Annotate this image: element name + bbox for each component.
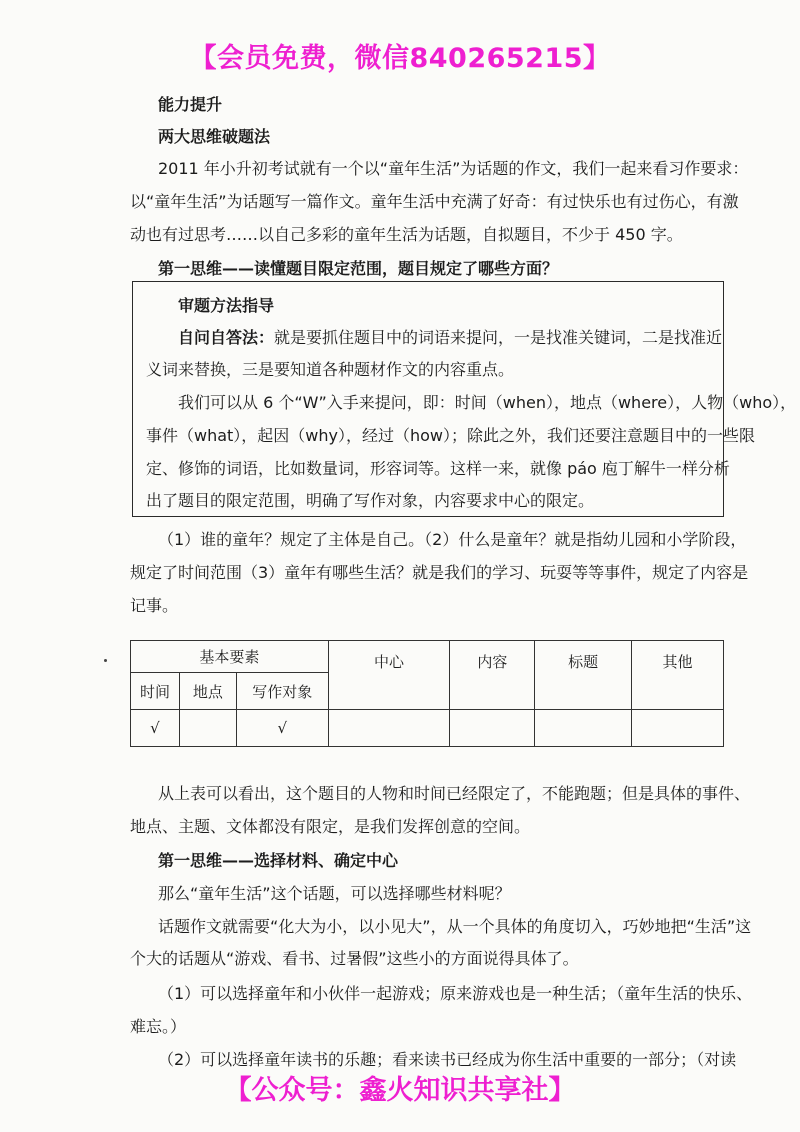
materials-line-5: 难忘。） — [130, 1017, 187, 1036]
second-thinking-title: 第一思维——选择材料、确定中心 — [158, 851, 399, 870]
guide-line-6: 出了题目的限定范围，明确了写作对象，内容要求中心的限定。 — [146, 491, 595, 510]
intro-line-3: 动也有过思考……以自己多彩的童年生活为话题，自拟题目，不少于 450 字。 — [130, 225, 683, 244]
first-thinking-title: 第一思维——读懂题目限定范围，题目规定了哪些方面？ — [158, 259, 559, 278]
table-cell — [179, 710, 236, 747]
section-title: 能力提升 — [158, 95, 223, 114]
table-col-title: 标题 — [535, 641, 632, 710]
table-col-other: 其他 — [632, 641, 724, 710]
guide-title: 审题方法指导 — [178, 296, 275, 315]
analysis-line-3: 记事。 — [130, 596, 179, 615]
analysis-line-2: 规定了时间范围（3）童年有哪些生活？就是我们的学习、玩耍等等事件，规定了内容是 — [130, 563, 749, 582]
method-title: 两大思维破题法 — [158, 127, 271, 146]
watermark-banner-bottom: 【公众号：鑫火知识共享社】 — [224, 1075, 576, 1106]
guide-line-1: 自问自答法：就是要抓住题目中的词语来提问，一是找准关键词，二是找准近 — [178, 328, 723, 347]
table-sub-time: 时间 — [131, 673, 180, 710]
watermark-banner-top: 【会员免费，微信840265215】 — [189, 43, 611, 74]
scan-speck — [104, 659, 107, 662]
guide-line-5: 定、修饰的词语，比如数量词，形容词等。这样一来，就像 páo 庖丁解牛一样分析 — [146, 459, 730, 478]
guide-line-3: 我们可以从 6 个“W”入手来提问，即：时间（when），地点（where），人物（who）， — [178, 393, 797, 412]
table-cell: √ — [131, 710, 180, 747]
conclusion-line-1: 从上表可以看出，这个题目的人物和时间已经限定了，不能跑题；但是具体的事件、 — [158, 784, 751, 803]
table-group-header: 基本要素 — [131, 641, 329, 673]
table-cell: √ — [236, 710, 328, 747]
conclusion-line-2: 地点、主题、文体都没有限定，是我们发挥创意的空间。 — [130, 817, 531, 836]
table-cell — [450, 710, 535, 747]
materials-line-6: （2）可以选择童年读书的乐趣；看来读书已经成为你生活中重要的一部分；（对读 — [158, 1050, 737, 1069]
table-sub-place: 地点 — [179, 673, 236, 710]
guide-term: 自问自答法： — [178, 328, 275, 347]
intro-line-1: 2011 年小升初考试就有一个以“童年生活”为话题的作文，我们一起来看习作要求： — [158, 159, 749, 178]
table-cell — [632, 710, 724, 747]
table-cell — [535, 710, 632, 747]
materials-line-3: 个大的话题从“游戏、看书、过暑假”这些小的方面说得具体了。 — [130, 949, 579, 968]
elements-table — [130, 640, 724, 747]
intro-line-2: 以“童年生活”为话题写一篇作文。童年生活中充满了好奇：有过快乐也有过伤心，有激 — [130, 192, 739, 211]
guide-line-4: 事件（what），起因（why），经过（how）；除此之外，我们还要注意题目中的一些限 — [146, 426, 756, 445]
materials-line-4: （1）可以选择童年和小伙伴一起游戏；原来游戏也是一种生活；（童年生活的快乐、 — [158, 984, 753, 1003]
table-col-center: 中心 — [328, 641, 450, 710]
table-cell — [328, 710, 450, 747]
guide-line-2: 义词来替换，三是要知道各种题材作文的内容重点。 — [146, 360, 515, 379]
analysis-line-1: （1）谁的童年？规定了主体是自己。（2）什么是童年？就是指幼儿园和小学阶段， — [158, 530, 747, 549]
materials-line-2: 话题作文就需要“化大为小，以小见大”，从一个具体的角度切入，巧妙地把“生活”这 — [158, 917, 752, 936]
table-col-content: 内容 — [450, 641, 535, 710]
materials-line-1: 那么“童年生活”这个话题，可以选择哪些材料呢？ — [158, 884, 511, 903]
table-sub-subject: 写作对象 — [236, 673, 328, 710]
